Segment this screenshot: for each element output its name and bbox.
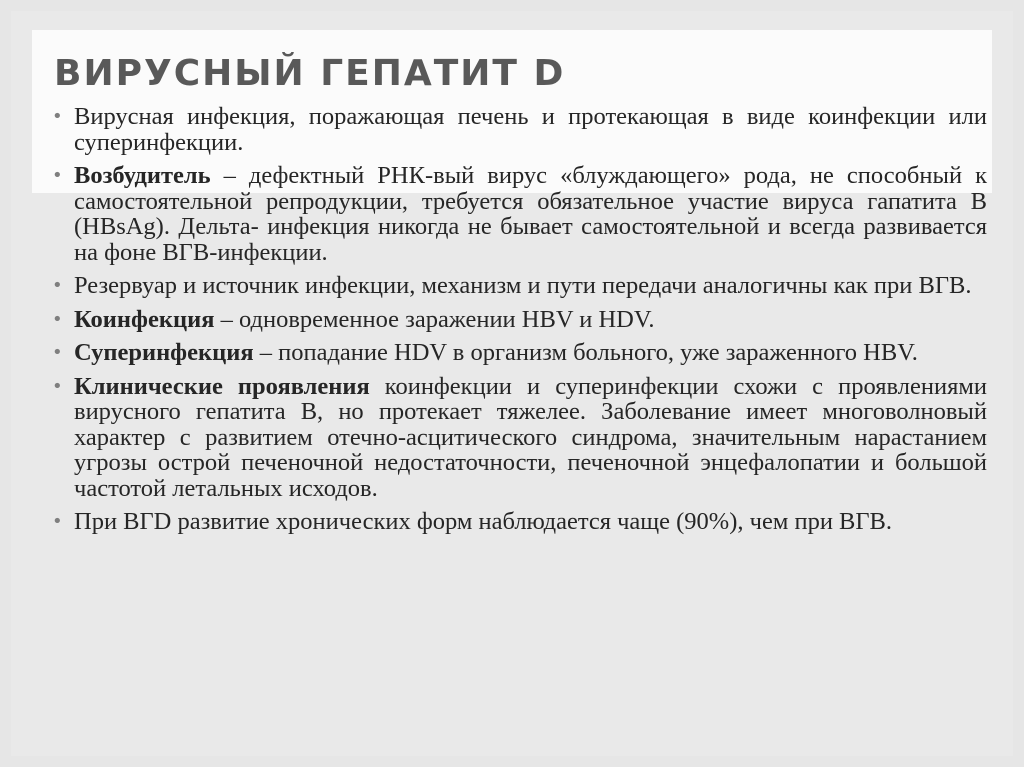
- bullet-bold: Возбудитель: [74, 162, 211, 189]
- bullet-item: [52, 104, 987, 155]
- bullet-text: Вирусная инфекция, поражающая печень и протекающая в виде коинфекции или суперинфекции.: [74, 103, 987, 156]
- bullet-bold: Суперинфекция: [74, 339, 254, 366]
- bullet-dot-icon: •: [52, 275, 63, 296]
- bullet-item: [52, 374, 987, 502]
- bullet-dot-icon: •: [52, 106, 63, 127]
- bullet-text: – одновременное заражении HBV и HDV.: [214, 305, 655, 333]
- bullet-dot-icon: •: [52, 308, 63, 330]
- bullet-text: коинфекции и суперинфекции схожи с проявлениями вирусного гепатита В, но протекает тяжелее. Заболевание имеет многоволновый характер с развитием отечно-асцитического синдрома, значительным нарастанием угрозы острой печеночной недостаточности, печеночной энцефалопатии и большой частотой летальных исходов.: [74, 372, 987, 502]
- bullet-bold: Клинические проявления: [74, 372, 370, 400]
- bullet-item: [52, 163, 987, 265]
- bullet-item: [52, 273, 987, 299]
- bullet-text: При ВГD развитие хронических форм наблюдается чаще (90%), чем при ВГВ.: [74, 508, 893, 535]
- bullet-dot-icon: •: [52, 375, 63, 397]
- bullet-dot-icon: •: [52, 342, 63, 363]
- bullet-dot-icon: •: [52, 511, 63, 532]
- bullet-text: – попадание HDV в организм больного, уже зараженного HBV.: [253, 339, 918, 366]
- bullet-text: Резервуар и источник инфекции, механизм и пути передачи аналогичны как при ВГВ.: [74, 272, 972, 299]
- slide-title: ВИРУСНЫЙ ГЕПАТИТ D: [54, 53, 566, 94]
- bullet-item: [52, 509, 987, 535]
- bullet-item: [52, 307, 987, 333]
- bullet-bold: Коинфекция: [74, 305, 215, 333]
- bullet-text: – дефектный РНК-вый вирус «блуждающего» рода, не способный к самостоятельной репродукции, требуется обязательное участие вируса гапатита В (HBsAg). Дельта- инфекция никогда не бывает самостоятельной и всегда развивается на фоне ВГВ-инфекции.: [74, 162, 987, 266]
- bullet-item: [52, 340, 987, 366]
- bullet-dot-icon: •: [52, 165, 63, 186]
- bullet-list: [52, 104, 987, 543]
